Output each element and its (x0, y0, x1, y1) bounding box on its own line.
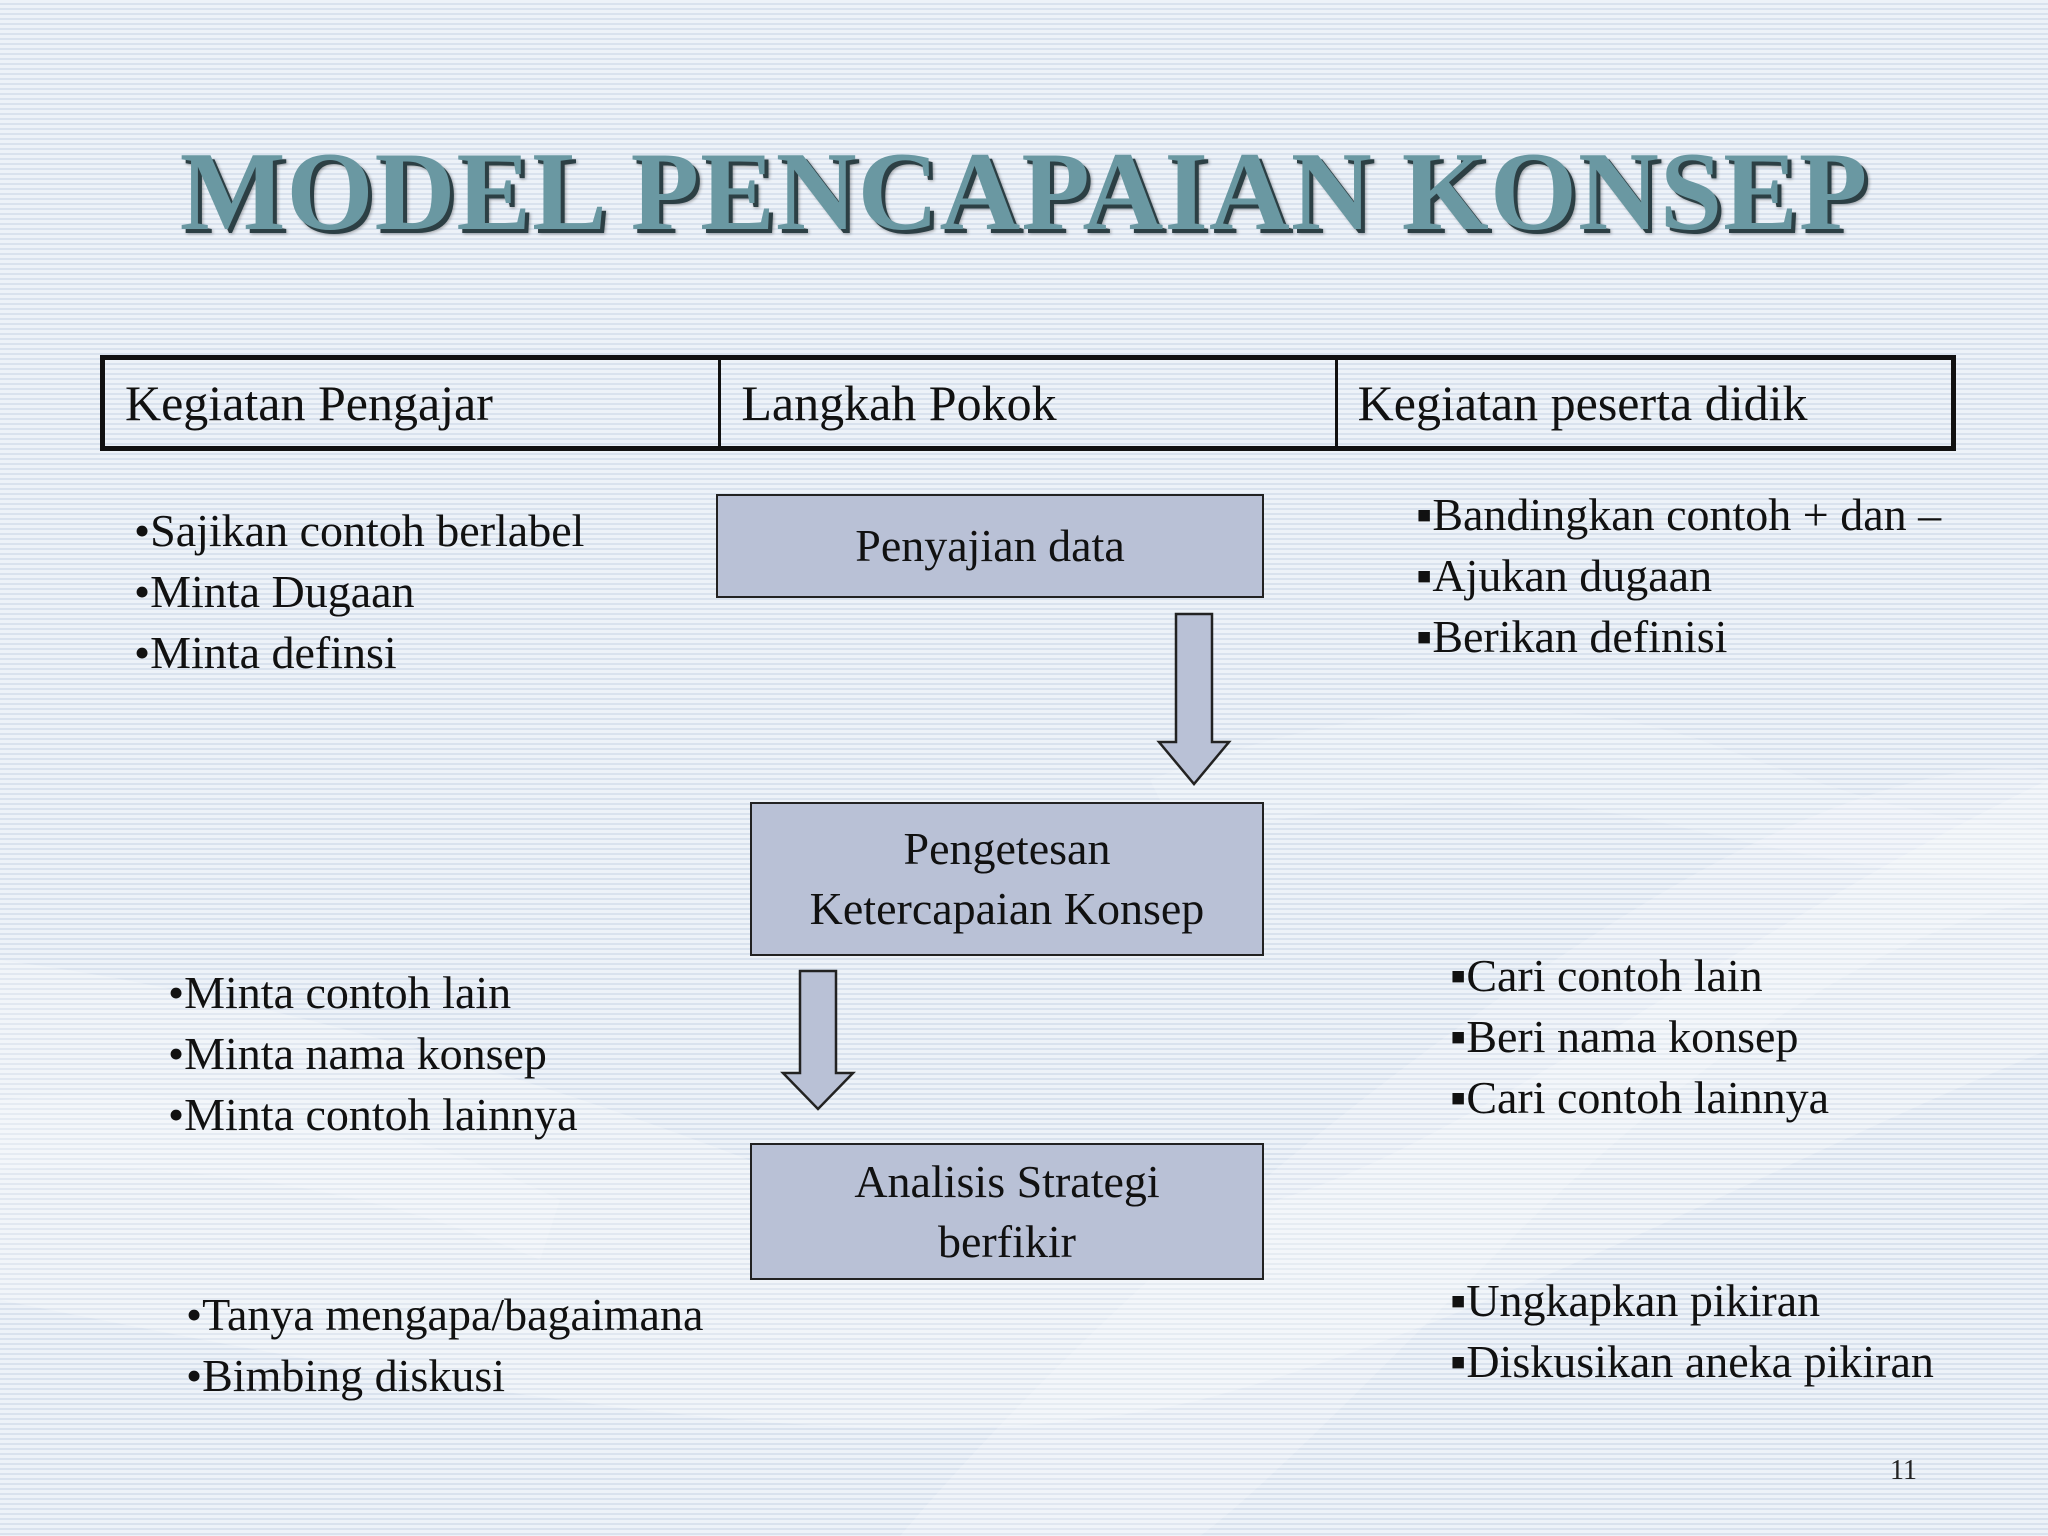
list-item: • Minta definsi (134, 622, 584, 683)
header-teacher-activity: Kegiatan Pengajar (125, 375, 493, 431)
student-activity-list-2 (1450, 945, 1829, 1128)
student-activity-list-3 (1450, 1270, 1934, 1392)
down-arrow-1 (1156, 612, 1232, 788)
list-item: • Minta contoh lain (168, 962, 578, 1023)
list-item: • Bimbing diskusi (186, 1345, 703, 1406)
step-3-line-1: Analisis Strategi (854, 1155, 1160, 1207)
teacher-activity-list-2 (168, 962, 578, 1145)
list-item: ▪ Cari contoh lainnya (1450, 1067, 1829, 1128)
header-table (100, 355, 1956, 451)
list-item: ▪ Bandingkan contoh + dan – (1416, 484, 1941, 545)
list-item: • Tanya mengapa/bagaimana (186, 1284, 703, 1345)
list-item: • Minta Dugaan (134, 561, 584, 622)
list-item: ▪ Diskusikan aneka pikiran (1450, 1331, 1934, 1392)
step-2-line-1: Pengetesan (903, 823, 1111, 875)
list-item: ▪ Ajukan dugaan (1416, 545, 1941, 606)
page-number: 11 (1890, 1455, 1917, 1486)
step-box-concept-testing (750, 802, 1264, 956)
list-item: ▪ Cari contoh lain (1450, 945, 1829, 1006)
list-item: • Minta contoh lainnya (168, 1084, 578, 1145)
step-3-line-2: berfikir (938, 1215, 1076, 1267)
list-item: • Minta nama konsep (168, 1023, 578, 1084)
step-1-line-1: Penyajian data (855, 520, 1125, 572)
teacher-activity-list-3 (186, 1284, 703, 1406)
list-item: ▪ Beri nama konsep (1450, 1006, 1829, 1067)
step-2-line-2: Ketercapaian Konsep (809, 883, 1205, 934)
page-title: MODEL PENCAPAIAN KONSEP (179, 130, 1869, 254)
list-item: • Sajikan contoh berlabel (134, 500, 584, 561)
header-main-step: Langkah Pokok (718, 360, 1334, 446)
header-student-activity: Kegiatan peserta didik (1335, 360, 1951, 446)
teacher-activity-list-1 (134, 500, 584, 683)
list-item: ▪ Ungkapkan pikiran (1450, 1270, 1934, 1331)
list-item: ▪ Berikan definisi (1416, 606, 1941, 667)
step-box-data-presentation (716, 494, 1264, 598)
down-arrow-2 (780, 969, 856, 1113)
student-activity-list-1 (1416, 484, 1941, 667)
step-box-thinking-strategy (750, 1143, 1264, 1280)
